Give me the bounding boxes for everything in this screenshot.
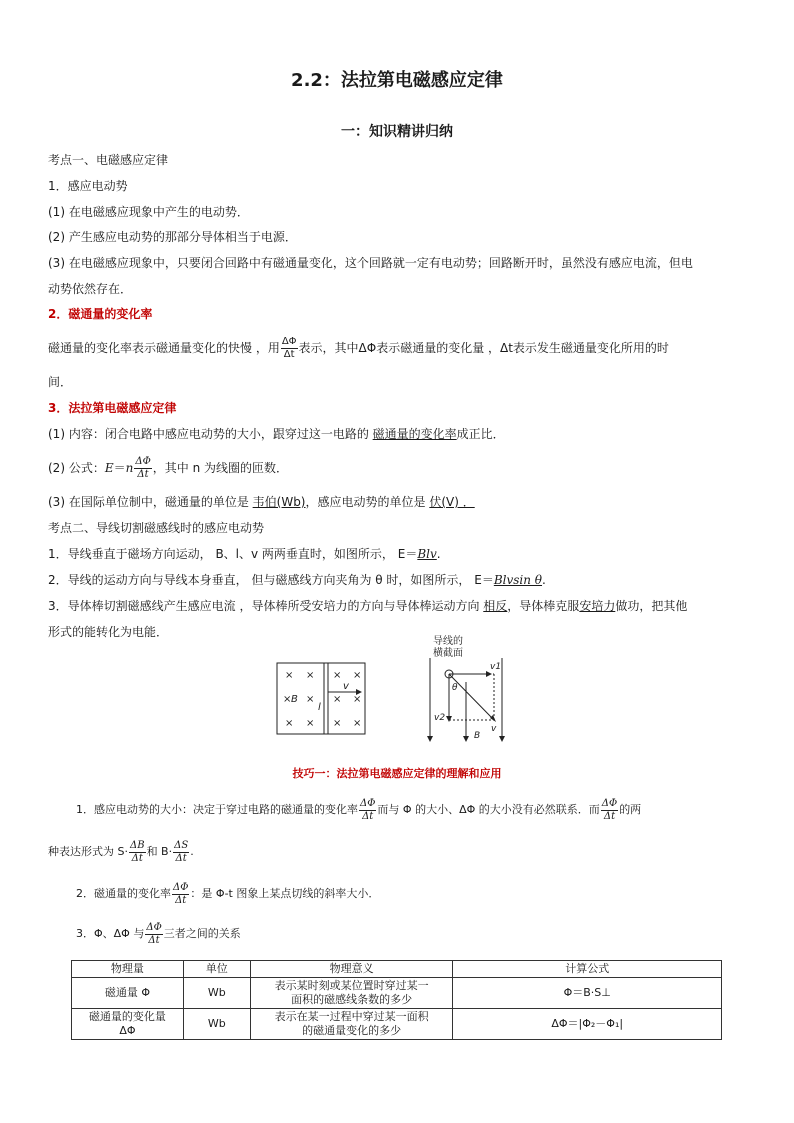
cross-mark: × <box>353 670 362 681</box>
tip1-p3-fraction <box>145 922 162 947</box>
table-cell <box>72 1009 184 1040</box>
point2-line1-text: 1．导线垂直于磁场方向运动， B、l、v 两两垂直时，如图所示， E＝ <box>48 547 418 561</box>
point1-p1: (1) 在电磁感应现象中产生的电动势． <box>48 205 249 219</box>
cell-line: 面积的磁感线条数的多少 <box>291 993 413 1006</box>
section-heading: 一：知识精讲归纳 <box>341 124 453 140</box>
point2-line1-formula: Blv <box>417 547 437 561</box>
law-formula-fraction <box>134 456 151 481</box>
fraction-denominator: Δt <box>137 469 149 480</box>
table-cell: Φ＝B·S⊥ <box>453 978 722 1009</box>
point2-line1-tail: . <box>436 547 441 561</box>
label-B: B <box>291 694 298 705</box>
cross-mark: × <box>306 718 315 729</box>
table-header: 计算公式 <box>453 961 722 978</box>
point1-item3-title: 3．法拉第电磁感应定律 <box>48 401 177 415</box>
table-cell: ΔΦ＝|Φ₂－Φ₁| <box>453 1009 722 1040</box>
table-cell <box>250 1009 453 1040</box>
flux-rate-line <box>48 332 669 364</box>
cross-mark: × <box>306 694 315 705</box>
cell-line: ΔΦ <box>119 1024 136 1037</box>
point2-line3-opposite: 相反 <box>483 599 508 613</box>
point2-line3-ampere: 安培力 <box>579 599 616 613</box>
fraction-numerator: ΔΦ <box>601 797 618 809</box>
label-v2: v2 <box>434 713 446 723</box>
point2-line2-formula: Blvsin θ <box>493 573 543 587</box>
fraction-denominator: Δt <box>148 934 160 946</box>
formula-E: E <box>104 461 114 475</box>
point2-line3-cont: 形式的能转化为电能． <box>48 625 169 639</box>
point1-p3b: 动势依然存在． <box>48 282 133 296</box>
tip1-p2-fraction <box>172 882 189 907</box>
tip1-p3-tail: 三者之间的关系 <box>163 927 241 940</box>
label-l: l <box>318 702 321 713</box>
point2-heading: 考点二、导线切割磁感线时的感应电动势 <box>48 521 265 535</box>
table-header-row <box>72 961 722 978</box>
law-content <box>48 426 505 442</box>
cell-line: 磁通量的变化量 <box>88 1010 166 1023</box>
table-cell <box>250 978 453 1009</box>
table-header: 单位 <box>183 961 250 978</box>
fraction-denominator: Δt <box>283 349 295 360</box>
law-units-volt: 伏(V) ． <box>429 495 475 509</box>
tip1-p1-cont <box>48 836 194 868</box>
tip1-p1-cont-tail: . <box>190 845 194 858</box>
tip1-p1 <box>76 794 641 826</box>
cell-line: 表示某时刻或某位置时穿过某一 <box>274 979 429 992</box>
point1-item1-title: 1．感应电动势 <box>48 179 128 193</box>
dS-dt-fraction <box>173 840 189 865</box>
cross-mark: × <box>353 694 362 705</box>
cell-line: 表示在某一过程中穿过某一面积 <box>274 1010 429 1023</box>
cross-mark: × <box>285 718 294 729</box>
point2-line2 <box>48 572 546 588</box>
cell-line: 的磁通量变化的多少 <box>302 1024 402 1037</box>
dB-dt-fraction <box>129 840 146 865</box>
fraction-denominator: Δt <box>131 852 143 864</box>
table-cell: Wb <box>183 1009 250 1040</box>
fraction-numerator: ΔS <box>174 839 189 851</box>
tip1-p1-fraction2 <box>601 798 618 823</box>
tip1-p1-text: 1．感应电动势的大小：决定于穿过电路的磁通量的变化率 <box>76 803 358 816</box>
tip1-p2 <box>76 878 379 910</box>
point2-line3-mid: ，导体棒克服 <box>507 599 580 613</box>
point2-line2-text: 2．导线的运动方向与导线本身垂直， 但与磁感线方向夹角为 θ 时，如图所示， E＝ <box>48 573 494 587</box>
fraction-numerator: ΔB <box>129 839 145 851</box>
cross-mark: × <box>285 670 294 681</box>
page-title: 2.2：法拉第电磁感应定律 <box>291 70 503 91</box>
point2-line1 <box>48 546 441 562</box>
point2-line2-tail: . <box>542 573 546 587</box>
fraction-denominator: Δt <box>175 894 187 906</box>
tip1-heading: 技巧一：法拉第电磁感应定律的理解和应用 <box>292 767 502 780</box>
law-formula-label: (2) 公式： <box>48 461 105 475</box>
fraction-denominator: Δt <box>175 852 187 864</box>
figure-wire-cross-section <box>422 632 518 744</box>
cross-mark: × <box>333 694 342 705</box>
flux-rate-text-a: 磁通量的变化率表示磁通量变化的快慢 ，用 <box>48 341 280 355</box>
table-header: 物理量 <box>72 961 184 978</box>
label-v: v <box>343 681 349 692</box>
tip1-p1-mid: 而与 Φ 的大小、ΔΦ 的大小没有必然联系．而 <box>377 803 600 816</box>
table-header: 物理意义 <box>250 961 453 978</box>
fraction-numerator: ΔΦ <box>360 797 376 809</box>
law-formula-tail: ，其中 n 为线圈的匝数． <box>152 461 289 475</box>
law-content-underline: 磁通量的变化率 <box>372 427 457 441</box>
tip1-p1-cont-text: 种表达形式为 S· <box>48 845 128 858</box>
fraction-denominator: Δt <box>603 810 616 822</box>
flux-rate-text-c: 间． <box>48 375 73 389</box>
point1-item2-title: 2．磁通量的变化率 <box>48 307 153 321</box>
law-units-text: (3) 在国际单位制中，磁通量的单位是 <box>48 495 253 509</box>
label-B: B <box>474 731 481 741</box>
point2-line3-text: 3．导体棒切割磁感线产生感应电流 ，导体棒所受安培力的方向与导体棒运动方向 <box>48 599 484 613</box>
flux-rate-fraction <box>281 336 298 361</box>
cross-mark: × <box>306 670 315 681</box>
point1-heading: 考点一、电磁感应定律 <box>48 153 169 167</box>
point1-p3a: (3) 在电磁感应现象中，只要闭合回路中有磁通量变化，这个回路就一定有电动势；回路断开时，虽然没有感应电流，但电 <box>48 256 693 270</box>
formula-equals: ＝ <box>113 461 126 475</box>
label-v1: v1 <box>490 662 502 672</box>
fraction-numerator: ΔΦ <box>135 456 151 467</box>
cross-mark: × <box>333 670 342 681</box>
point2-line3 <box>48 598 687 614</box>
fraction-denominator: Δt <box>362 810 374 822</box>
fraction-numerator: ΔΦ <box>146 921 162 933</box>
cross-mark: × <box>283 694 292 705</box>
table-cell: Wb <box>183 978 250 1009</box>
tip1-p3-text: 3．Φ、ΔΦ 与 <box>76 927 145 940</box>
table-row <box>72 978 722 1009</box>
label-cross-section: 横截面 <box>433 648 463 659</box>
label-v: v <box>491 724 497 734</box>
tip1-p1-cont-mid: 和 B· <box>146 845 173 858</box>
tip1-p1-tail: 的两 <box>619 803 642 816</box>
point1-p2: (2) 产生感应电动势的那部分导体相当于电源． <box>48 230 297 244</box>
label-theta: θ <box>452 683 458 693</box>
fraction-numerator: ΔΦ <box>281 336 297 347</box>
law-formula <box>48 452 288 484</box>
velocity-arrow <box>449 674 494 720</box>
table-row <box>72 1009 722 1040</box>
law-content-tail: 成正比． <box>456 427 505 441</box>
tip1-p1-fraction <box>359 798 376 823</box>
table-cell: 磁通量 Φ <box>72 978 184 1009</box>
law-content-text: (1) 内容：闭合电路中感应电动势的大小，跟穿过这一电路的 <box>48 427 373 441</box>
law-units <box>48 494 475 510</box>
tip1-p2-text: 2．磁通量的变化率 <box>76 887 171 900</box>
flux-rate-text-b: 表示，其中ΔΦ表示磁通量的变化量 ，Δt表示发生磁通量变化所用的时 <box>298 341 669 355</box>
formula-n: n <box>125 461 134 475</box>
cross-mark: × <box>353 718 362 729</box>
point2-line3-tail: 做功，把其他 <box>615 599 688 613</box>
tip1-p3 <box>76 918 241 950</box>
law-units-weber: 韦伯(Wb) <box>252 495 306 509</box>
tip1-p2-tail: ：是 Φ-t 图象上某点切线的斜率大小． <box>190 887 380 900</box>
label-wire: 导线的 <box>433 636 463 647</box>
figure-conductor-in-field <box>276 662 368 736</box>
physical-quantity-table <box>71 960 722 1040</box>
fraction-numerator: ΔΦ <box>173 881 189 893</box>
cross-mark: × <box>333 718 342 729</box>
law-units-mid: ，感应电动势的单位是 <box>305 495 430 509</box>
